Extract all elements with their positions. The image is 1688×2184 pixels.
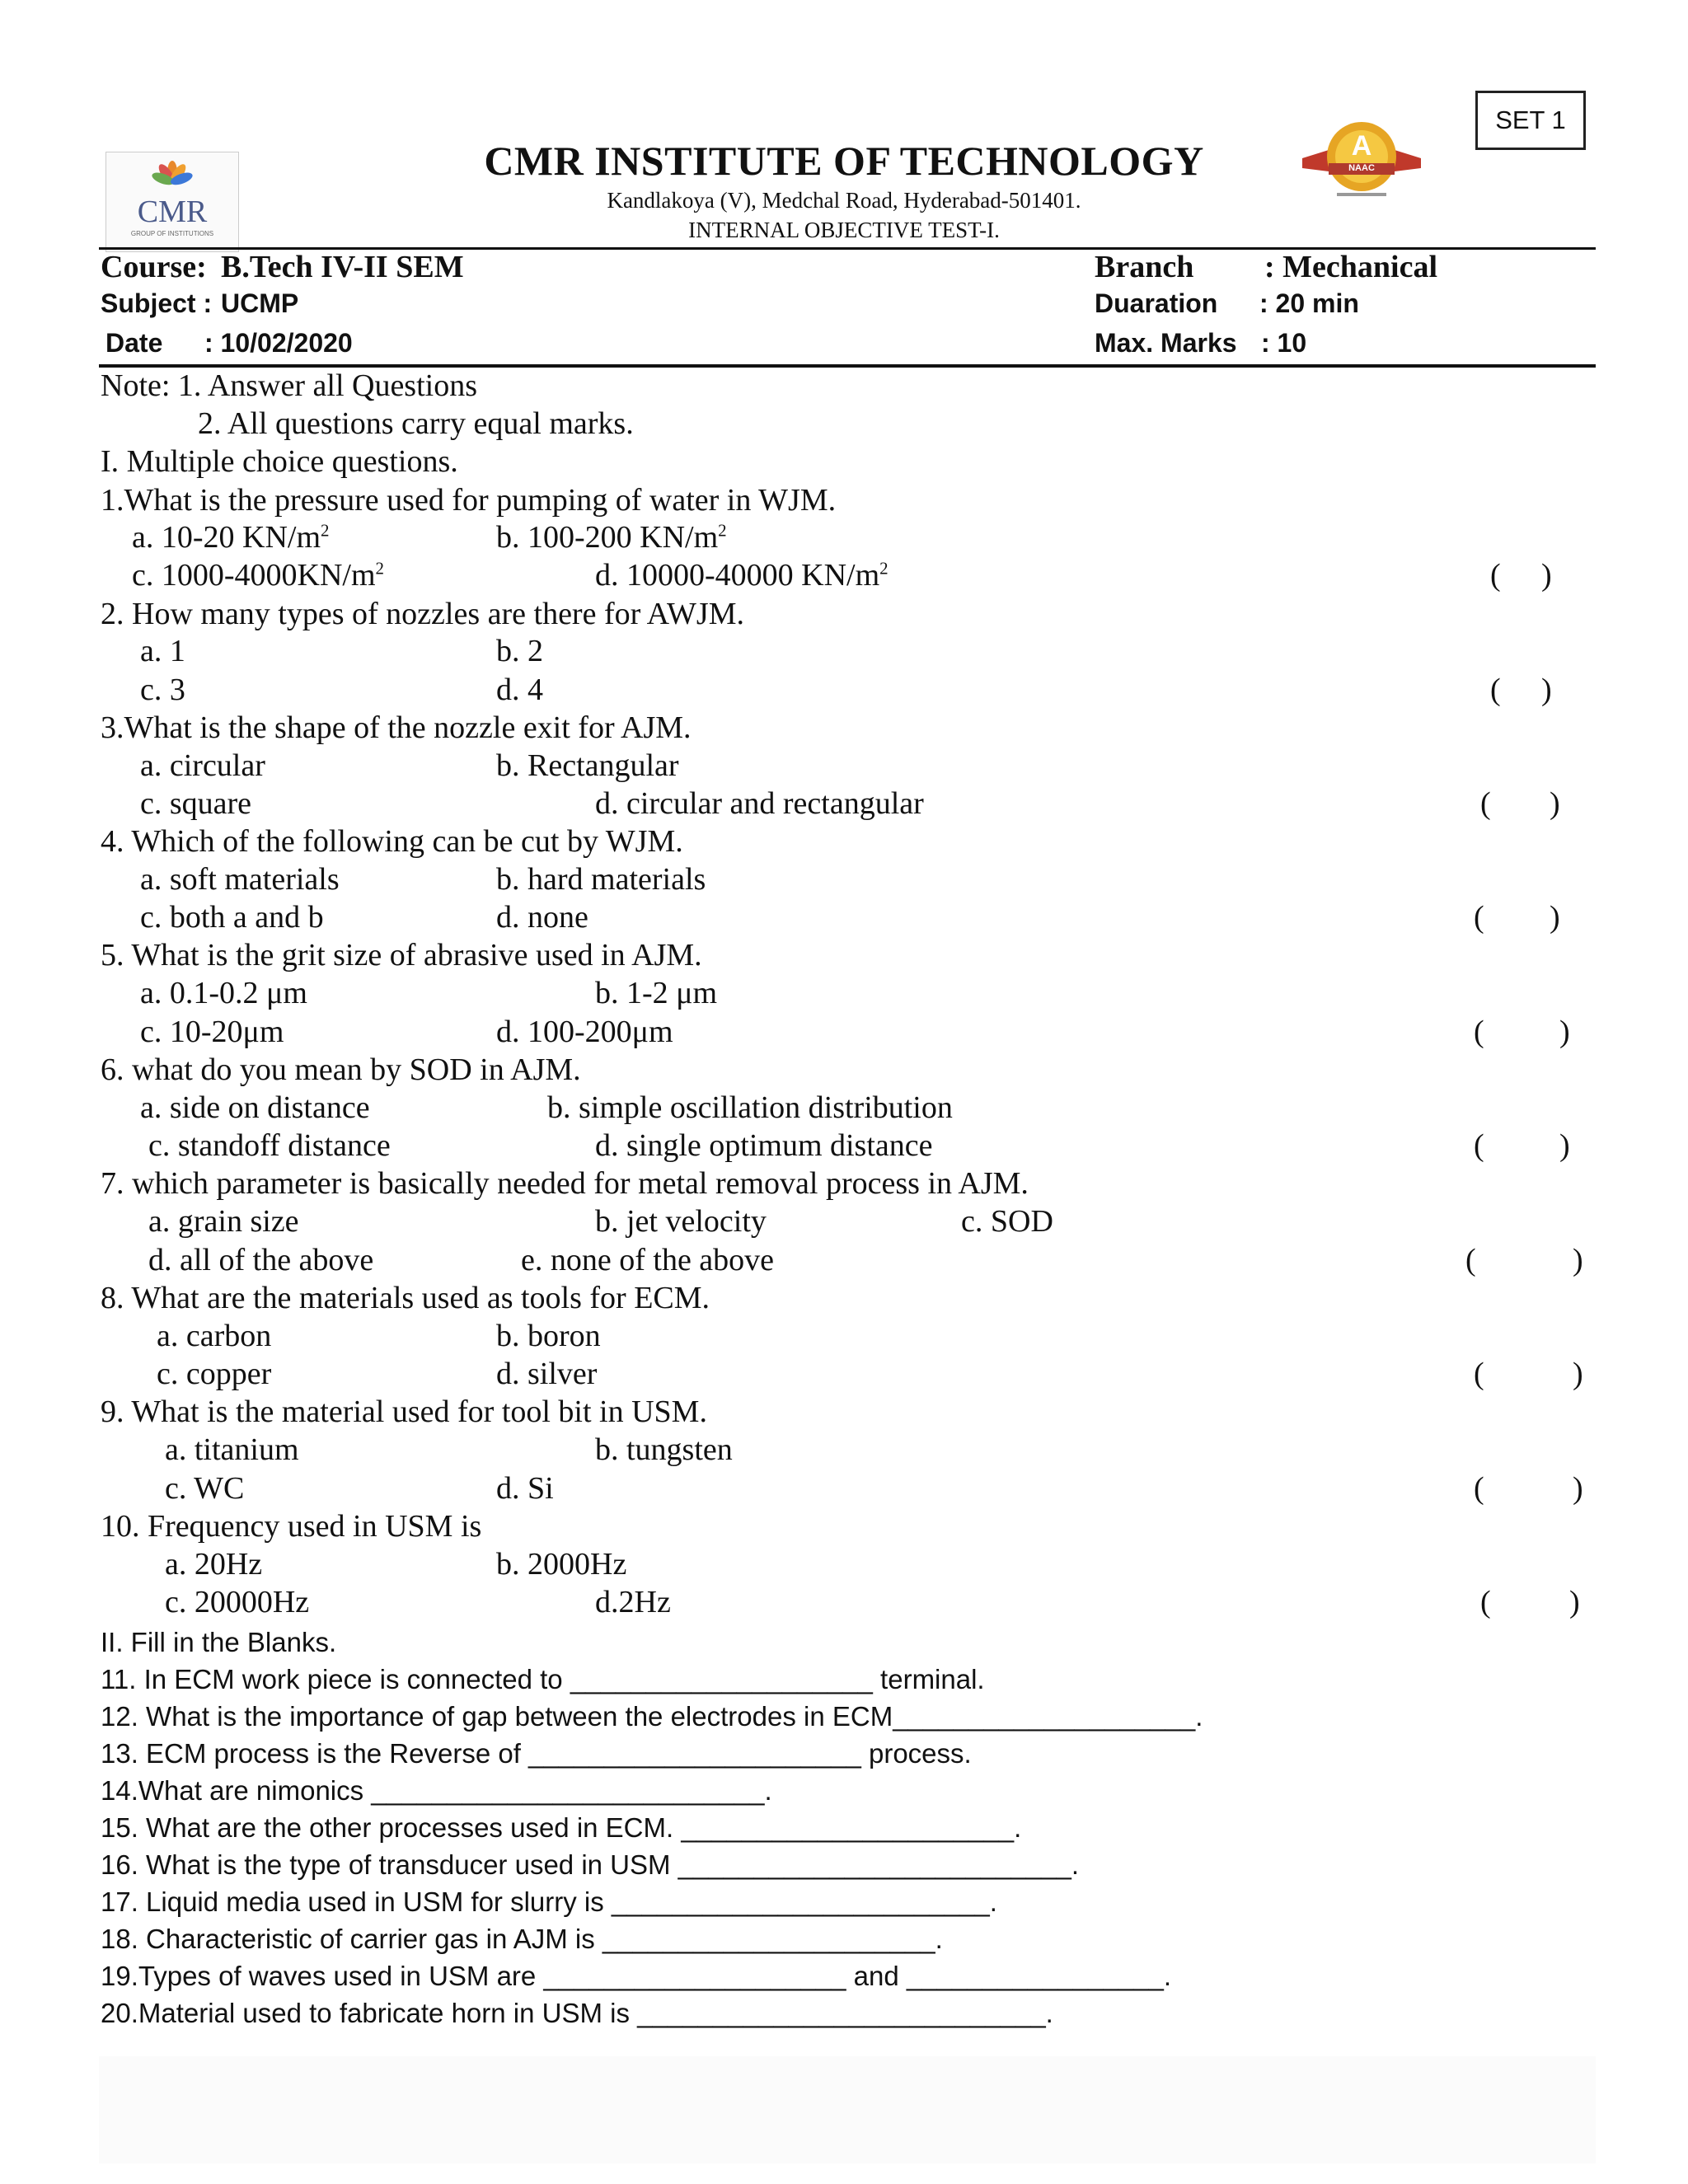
q3-option-c: c. square xyxy=(140,786,252,821)
subject-value: UCMP xyxy=(221,288,299,318)
q8-option-c: c. copper xyxy=(157,1357,272,1391)
q2-option-d: d. 4 xyxy=(496,673,543,707)
q3-option-a: a. circular xyxy=(140,748,265,783)
duration-label: Duaration xyxy=(1095,288,1218,318)
branch-label: Branch xyxy=(1095,250,1194,284)
q7-option-e: e. none of the above xyxy=(521,1243,775,1277)
naac-text: NAAC xyxy=(1348,163,1375,173)
q8-answer-close: ) xyxy=(1573,1357,1583,1391)
note-2: 2. All questions carry equal marks. xyxy=(198,406,634,441)
q10-option-d: d.2Hz xyxy=(595,1585,671,1619)
q10-option-c: c. 20000Hz xyxy=(165,1585,310,1619)
q10-option-b: b. 2000Hz xyxy=(496,1547,627,1582)
institute-title: CMR INSTITUTE OF TECHNOLOGY xyxy=(484,138,1204,184)
q7-answer-close: ) xyxy=(1573,1243,1583,1277)
q3-option-d: d. circular and rectangular xyxy=(595,786,924,821)
subject-label: Subject : xyxy=(101,288,213,318)
q9-answer-close: ) xyxy=(1573,1471,1583,1506)
q3-answer-open: ( xyxy=(1480,786,1491,821)
q1-answer-close: ) xyxy=(1541,558,1552,593)
question-9: 9. What is the material used for tool bit in USM. xyxy=(101,1394,707,1429)
q6-option-c: c. standoff distance xyxy=(148,1128,391,1163)
q7-option-d: d. all of the above xyxy=(148,1243,374,1277)
question-3: 3.What is the shape of the nozzle exit for AJM. xyxy=(101,710,692,745)
q1-option-d: d. 10000-40000 $KN/m^2$ xyxy=(595,558,889,593)
q10-answer-close: ) xyxy=(1569,1585,1580,1619)
q9-option-b: b. tungsten xyxy=(595,1432,733,1467)
q2-option-b: b. 2 xyxy=(496,634,543,668)
q2-option-a: a. 1 xyxy=(140,634,185,668)
q2-answer-open: ( xyxy=(1490,673,1501,707)
q1-option-c: c. $1000-4000KN/m^2$ xyxy=(132,558,384,593)
q6-option-d: d. single optimum distance xyxy=(595,1128,933,1163)
question-18: 18. Characteristic of carrier gas in AJM is ______________________. xyxy=(101,1924,943,1954)
question-12: 12. What is the importance of gap between the electrodes in ECM____________________. xyxy=(101,1701,1203,1732)
question-16: 16. What is the type of transducer used in USM __________________________. xyxy=(101,1849,1080,1880)
logo-text: CMR xyxy=(137,194,208,229)
q6-option-a: a. side on distance xyxy=(140,1090,370,1125)
question-20: 20.Material used to fabricate horn in USM is ___________________________. xyxy=(101,1998,1053,2028)
q8-option-b: b. boron xyxy=(496,1319,601,1353)
q1-answer-open: ( xyxy=(1490,558,1501,593)
q6-option-b: b. simple oscillation distribution xyxy=(547,1090,953,1125)
duration-value: : 20 min xyxy=(1259,288,1359,318)
question-4: 4. Which of the following can be cut by WJM. xyxy=(101,824,683,859)
question-8: 8. What are the materials used as tools for ECM. xyxy=(101,1281,710,1315)
q4-option-b: b. hard materials xyxy=(496,862,706,897)
q5-option-b: b. 1-2 μm xyxy=(595,976,718,1010)
q7-option-a: a. grain size xyxy=(148,1204,299,1239)
question-11: 11. In ECM work piece is connected to ____________________ terminal. xyxy=(101,1664,985,1694)
question-19: 19.Types of waves used in USM are ____________________ and _________________. xyxy=(101,1961,1172,1991)
section-fib-heading: II. Fill in the Blanks. xyxy=(101,1627,337,1657)
q1-option-a: a. 10-20 $KN/m^2$ xyxy=(132,520,330,555)
q3-option-b: b. Rectangular xyxy=(496,748,679,783)
q8-answer-open: ( xyxy=(1474,1357,1484,1391)
question-5: 5. What is the grit size of abrasive used in AJM. xyxy=(101,938,702,972)
q7-option-c: c. SOD xyxy=(961,1204,1053,1239)
q4-option-a: a. soft materials xyxy=(140,862,340,897)
marks-label: Max. Marks xyxy=(1095,328,1237,358)
marks-value: : 10 xyxy=(1261,328,1307,358)
question-15: 15. What are the other processes used in ECM. ______________________. xyxy=(101,1812,1022,1843)
q7-option-b: b. jet velocity xyxy=(595,1204,767,1239)
question-10: 10. Frequency used in USM is xyxy=(101,1509,482,1544)
q9-option-d: d. Si xyxy=(496,1471,554,1506)
q4-option-c: c. both a and b xyxy=(140,900,324,935)
course-value: B.Tech IV-II SEM xyxy=(221,250,464,284)
page-bottom-margin xyxy=(99,2056,1596,2163)
q7-answer-open: ( xyxy=(1465,1243,1476,1277)
q5-answer-open: ( xyxy=(1474,1015,1484,1049)
q2-answer-close: ) xyxy=(1541,673,1552,707)
q4-answer-close: ) xyxy=(1550,900,1560,935)
q10-answer-open: ( xyxy=(1480,1585,1491,1619)
question-2: 2. How many types of nozzles are there for AWJM. xyxy=(101,597,745,631)
section-mcq-heading: I. Multiple choice questions. xyxy=(101,444,458,479)
q5-option-c: c. 10-20μm xyxy=(140,1015,284,1049)
q4-answer-open: ( xyxy=(1474,900,1484,935)
question-6: 6. what do you mean by SOD in AJM. xyxy=(101,1052,581,1087)
logo-subtext: GROUP OF INSTITUTIONS xyxy=(130,230,214,237)
course-label: Course: xyxy=(101,250,207,284)
q10-option-a: a. 20Hz xyxy=(165,1547,263,1582)
q5-option-a: a. 0.1-0.2 μm xyxy=(140,976,307,1010)
set-label: SET 1 xyxy=(1475,91,1586,150)
question-7: 7. which parameter is basically needed for metal removal process in AJM. xyxy=(101,1166,1029,1201)
q1-option-b: b. 100-200 $KN/m^2$ xyxy=(496,520,727,555)
note-1: Note: 1. Answer all Questions xyxy=(101,368,478,403)
q5-option-d: d. 100-200μm xyxy=(496,1015,673,1049)
date-label: Date xyxy=(106,328,163,358)
q9-option-c: c. WC xyxy=(165,1471,245,1506)
q4-option-d: d. none xyxy=(496,900,588,935)
date-value: : 10/02/2020 xyxy=(204,328,353,358)
question-17: 17. Liquid media used in USM for slurry is _________________________. xyxy=(101,1886,997,1917)
q6-answer-open: ( xyxy=(1474,1128,1484,1163)
q2-option-c: c. 3 xyxy=(140,673,185,707)
question-1: 1.What is the pressure used for pumping of water in WJM. xyxy=(101,483,837,518)
question-14: 14.What are nimonics __________________________. xyxy=(101,1775,772,1806)
q9-option-a: a. titanium xyxy=(165,1432,299,1467)
q8-option-a: a. carbon xyxy=(157,1319,272,1353)
naac-grade: A xyxy=(1351,130,1372,162)
institute-address: Kandlakoya (V), Medchal Road, Hyderabad-501401. xyxy=(607,188,1081,213)
q8-option-d: d. silver xyxy=(496,1357,598,1391)
test-name: INTERNAL OBJECTIVE TEST-I. xyxy=(688,218,1000,242)
question-13: 13. ECM process is the Reverse of ______________________ process. xyxy=(101,1738,972,1769)
branch-value: : Mechanical xyxy=(1264,250,1438,284)
q3-answer-close: ) xyxy=(1550,786,1560,821)
q5-answer-close: ) xyxy=(1559,1015,1570,1049)
q9-answer-open: ( xyxy=(1474,1471,1484,1506)
q6-answer-close: ) xyxy=(1559,1128,1570,1163)
